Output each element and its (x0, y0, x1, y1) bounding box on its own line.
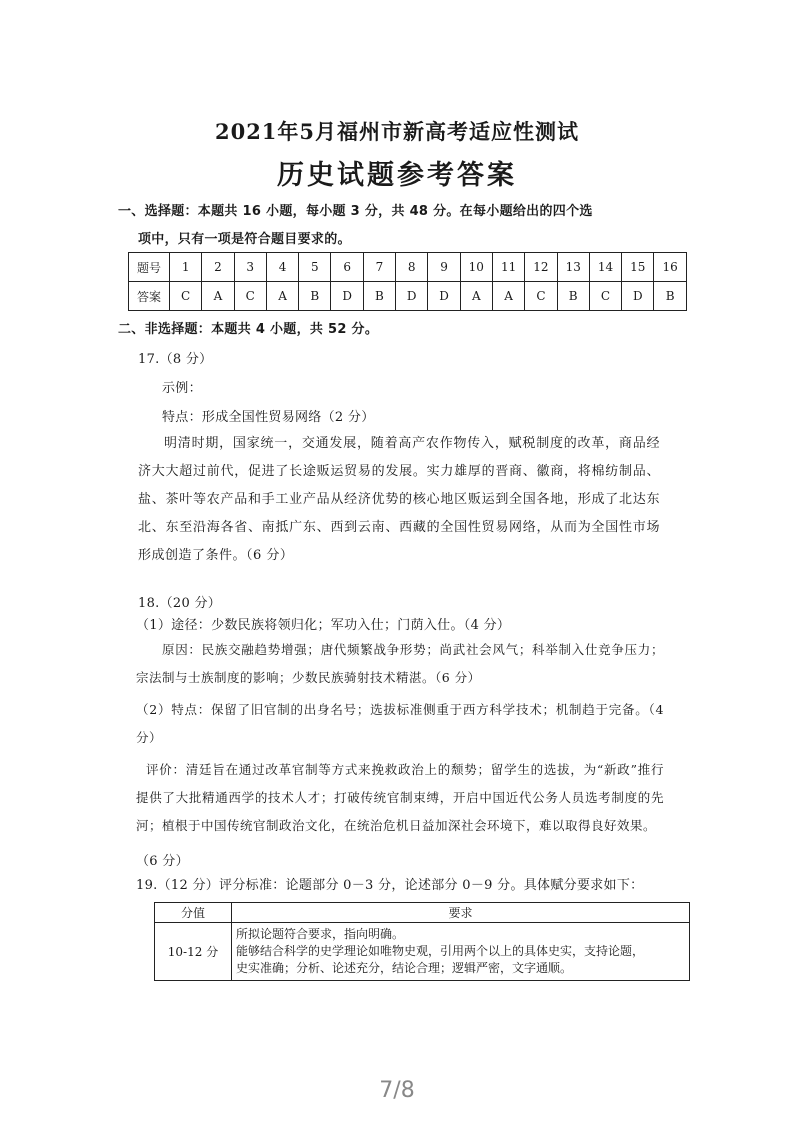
answer-cell: D (428, 282, 460, 311)
answer-cell: A (460, 282, 492, 311)
scoring-table (154, 902, 690, 981)
scoring-row (155, 923, 690, 981)
answer-cell: A (266, 282, 298, 311)
number-cell: 4 (266, 253, 298, 282)
number-cell: 13 (557, 253, 589, 282)
answer-cell: C (234, 282, 266, 311)
requirement-line: 史实准确；分析、论述充分，结论合理；逻辑严密，文字通顺。 (236, 961, 573, 975)
answer-cell: D (396, 282, 428, 311)
page-indicator: 7/8 (379, 1078, 415, 1103)
q18-part1: （1）途径：少数民族将领归化；军功入仕；门荫入仕。（4 分） (136, 618, 511, 633)
answer-cell: B (654, 282, 686, 311)
answer-cell: C (589, 282, 621, 311)
number-cell: 6 (331, 253, 363, 282)
section1-heading-line1: 一、选择题：本题共 16 小题，每小题 3 分，共 48 分。在每小题给出的四个选 (118, 204, 593, 219)
row-label-number: 题号 (129, 253, 170, 282)
answer-cell: B (363, 282, 395, 311)
q18-part2-score: （6 分） (136, 854, 189, 869)
number-cell: 10 (460, 253, 492, 282)
answer-cell: B (299, 282, 331, 311)
number-cell: 12 (525, 253, 557, 282)
answer-cell: D (331, 282, 363, 311)
requirement-column-header: 要求 (232, 903, 690, 923)
scoring-header-row (155, 903, 690, 923)
q17-example: 示例： (162, 381, 202, 396)
score-column-header: 分值 (155, 903, 232, 923)
answer-row (129, 282, 687, 311)
section2-heading: 二、非选择题：本题共 4 小题，共 52 分。 (118, 322, 379, 337)
exam-title: 2021年5月福州市新高考适应性测试 (214, 119, 580, 144)
answer-cell: C (170, 282, 202, 311)
number-cell: 5 (299, 253, 331, 282)
requirement-line: 能够结合科学的史学理论如唯物史观，引用两个以上的具体史实，支持论题， (236, 944, 645, 958)
answer-cell: C (525, 282, 557, 311)
q17-body: 明清时期，国家统一，交通发展，随着高产农作物传入，赋税制度的改革，商品经济大大超过前代，促进了长途贩运贸易的发展。实力雄厚的晋商、徽商，将棉纺制品、盐、茶叶等农产品和手工业产品从经济优势的核心地区贩运到全国各地，形成了北达东北、东至沿海各省、南抵广东、西到云南、西藏的全国性贸易网络，从而为全国性市场形成创造了条件。（6 分） (138, 436, 660, 563)
answer-table (128, 252, 687, 311)
number-cell: 2 (202, 253, 234, 282)
section1-heading-line2: 项中，只有一项是符合题目要求的。 (138, 232, 351, 247)
answer-cell: D (622, 282, 654, 311)
number-cell: 11 (492, 253, 524, 282)
q17-feature: 特点：形成全国性贸易网络（2 分） (162, 410, 375, 425)
score-range: 10-12 分 (155, 923, 232, 981)
number-cell: 7 (363, 253, 395, 282)
q18-label: 18.（20 分） (138, 596, 222, 611)
number-cell: 8 (396, 253, 428, 282)
number-cell: 3 (234, 253, 266, 282)
question-number-row (129, 253, 687, 282)
answer-cell: B (557, 282, 589, 311)
number-cell: 16 (654, 253, 686, 282)
q18-part2-evaluation: 评价：清廷旨在通过改革官制等方式来挽救政治上的颓势；留学生的选拔，为“新政”推行提供了大批精通西学的技术人才；打破传统官制束缚，开启中国近代公务人员选考制度的先河；植根于中国传统官制政治文化，在统治危机日益加深社会环境下，难以取得良好效果。 (136, 762, 664, 833)
answer-cell: A (202, 282, 234, 311)
answer-key-title: 历史试题参考答案 (277, 160, 517, 191)
number-cell: 14 (589, 253, 621, 282)
requirement-line: 所拟论题符合要求，指向明确。 (236, 927, 405, 941)
q18-part1-reason: 原因：民族交融趋势增强；唐代频繁战争形势；尚武社会风气；科举制入仕竞争压力；宗法制与士族制度的影响；少数民族骑射技术精湛。（6 分） (136, 642, 664, 685)
answer-cell: A (492, 282, 524, 311)
q19-intro: 19.（12 分）评分标准：论题部分 0－3 分，论述部分 0－9 分。具体赋分要求如下： (136, 878, 644, 893)
number-cell: 15 (622, 253, 654, 282)
q17-label: 17.（8 分） (138, 352, 213, 367)
number-cell: 9 (428, 253, 460, 282)
q18-part2: （2）特点：保留了旧官制的出身名号；选拔标准侧重于西方科学技术；机制趋于完备。（4 分） (136, 702, 664, 745)
requirement-cell (232, 923, 690, 981)
number-cell: 1 (170, 253, 202, 282)
row-label-answer: 答案 (129, 282, 170, 311)
